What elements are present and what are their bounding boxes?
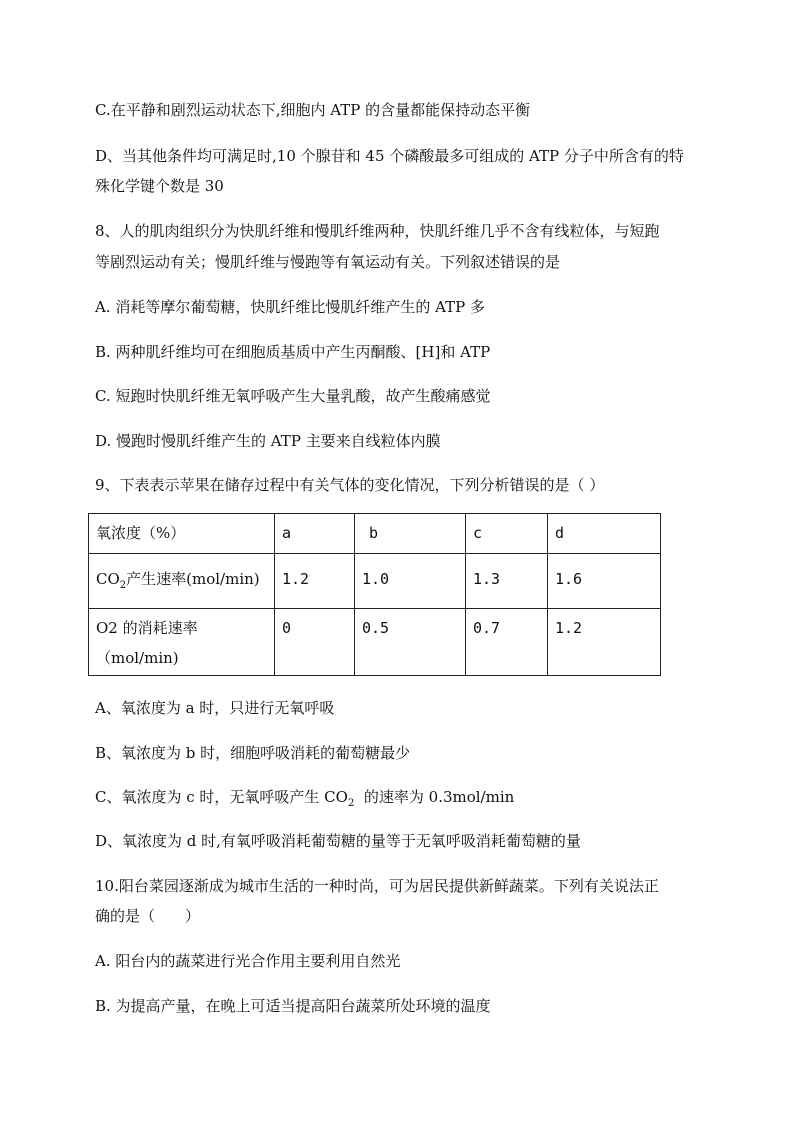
header-b: b bbox=[355, 514, 466, 554]
q8-option-d: D. 慢跑时慢肌纤维产生的 ATP 主要来自线粒体内膜 bbox=[95, 432, 441, 450]
table-row bbox=[89, 554, 661, 609]
o2-rate-label-line2: （mol/min) bbox=[96, 649, 179, 667]
q8-option-a: A. 消耗等摩尔葡萄糖，快肌纤维比慢肌纤维产生的 ATP 多 bbox=[95, 298, 486, 316]
q7-option-d-line2: 殊化学键个数是 30 bbox=[95, 177, 224, 195]
q8-option-c: C. 短跑时快肌纤维无氧呼吸产生大量乳酸，故产生酸痛感觉 bbox=[95, 387, 491, 405]
o2-value-c: 0.7 bbox=[466, 609, 548, 676]
q8-option-b: B. 两种肌纤维均可在细胞质基质中产生丙酮酸、[H]和 ATP bbox=[95, 343, 491, 361]
q9-option-c: C、氧浓度为 c 时，无氧呼吸产生 $CO_2$ 的速率为 0.3mol/min bbox=[95, 788, 515, 809]
co2-value-d: 1.6 bbox=[548, 554, 661, 609]
header-oxygen-concentration: 氧浓度（%） bbox=[89, 514, 275, 554]
header-a: a bbox=[275, 514, 355, 554]
o2-value-d: 1.2 bbox=[548, 609, 661, 676]
co2-value-c: 1.3 bbox=[466, 554, 548, 609]
q8-stem-line1: 8、人的肌肉组织分为快肌纤维和慢肌纤维两种，快肌纤维几乎不含有线粒体，与短跑 bbox=[95, 222, 660, 240]
co2-value-b: 1.0 bbox=[355, 554, 466, 609]
co2-value-a: 1.2 bbox=[275, 554, 355, 609]
gas-table bbox=[88, 513, 661, 676]
header-d: d bbox=[548, 514, 661, 554]
q10-option-a: A. 阳台内的蔬菜进行光合作用主要利用自然光 bbox=[95, 952, 401, 970]
header-c: c bbox=[466, 514, 548, 554]
q9-option-b: B、氧浓度为 b 时，细胞呼吸消耗的葡萄糖最少 bbox=[95, 744, 411, 762]
o2-rate-label-line1: O2 的消耗速率 bbox=[96, 619, 198, 637]
table-row bbox=[89, 609, 661, 676]
q10-option-b: B. 为提高产量，在晚上可适当提高阳台蔬菜所处环境的温度 bbox=[95, 997, 491, 1015]
q9-option-a: A、氧浓度为 a 时，只进行无氧呼吸 bbox=[95, 699, 335, 717]
q8-stem-line2: 等剧烈运动有关；慢肌纤维与慢跑等有氧运动有关。下列叙述错误的是 bbox=[95, 253, 561, 271]
q7-option-d-line1: D、当其他条件均可满足时,10 个腺苷和 45 个磷酸最多可组成的 ATP 分子中所含有的特 bbox=[95, 147, 684, 165]
q10-stem-line1: 10.阳台菜园逐渐成为城市生活的一种时尚，可为居民提供新鲜蔬菜。下列有关说法正 bbox=[95, 877, 659, 895]
o2-rate-label bbox=[89, 609, 275, 676]
q10-stem-line2: 确的是（ ） bbox=[95, 907, 201, 925]
table-row bbox=[89, 514, 661, 554]
co2-rate-label: $CO_2$产生速率(mol/min) bbox=[89, 554, 275, 609]
q7-option-c: C.在平静和剧烈运动状态下,细胞内 ATP 的含量都能保持动态平衡 bbox=[95, 101, 531, 119]
q9-option-d: D、氧浓度为 d 时,有氧呼吸消耗葡萄糖的量等于无氧呼吸消耗葡萄糖的量 bbox=[95, 832, 581, 850]
o2-value-a: 0 bbox=[275, 609, 355, 676]
o2-value-b: 0.5 bbox=[355, 609, 466, 676]
q9-stem: 9、下表表示苹果在储存过程中有关气体的变化情况，下列分析错误的是（ ） bbox=[95, 476, 605, 494]
